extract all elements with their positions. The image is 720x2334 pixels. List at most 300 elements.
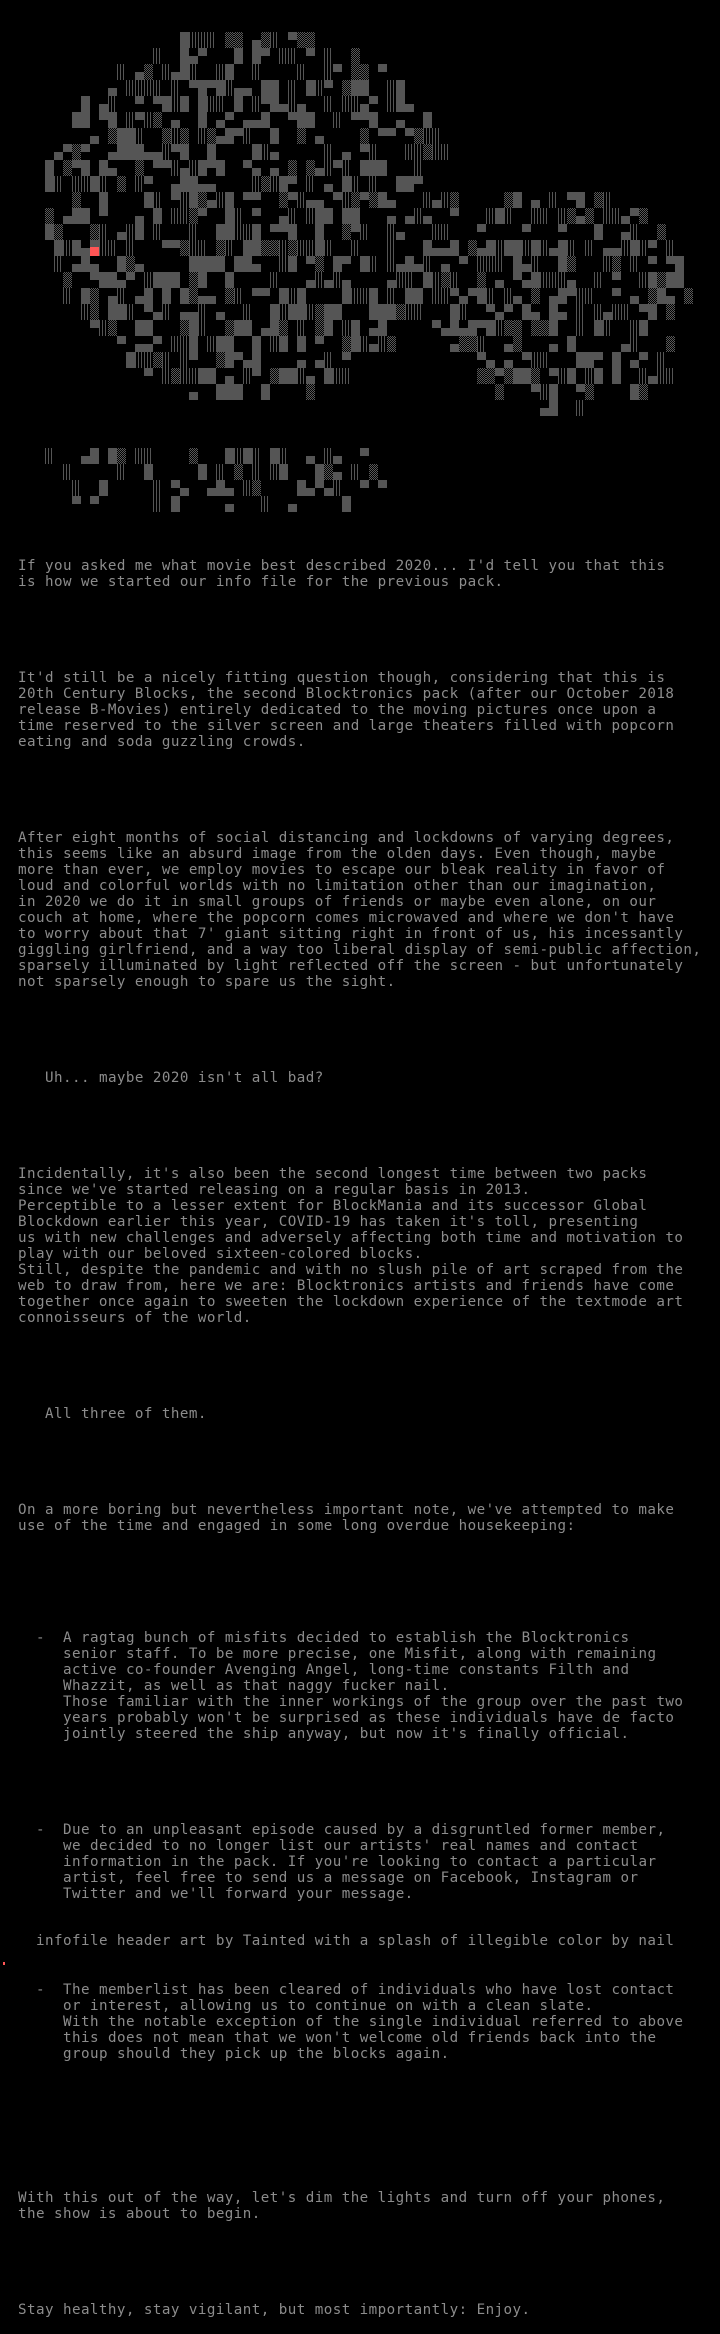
text-line: Incidentally, it's also been the second longest time between two packs [18, 1166, 648, 1182]
art-block [90, 272, 99, 288]
art-block [225, 448, 234, 464]
art-block [225, 128, 234, 144]
art-block [243, 480, 252, 496]
art-block [477, 352, 486, 368]
art-block [144, 176, 153, 192]
art-block [117, 224, 126, 240]
art-block [324, 448, 333, 464]
art-block [135, 160, 144, 176]
art-block [423, 112, 432, 128]
art-block [324, 144, 333, 160]
art-block [261, 496, 270, 512]
art-block [531, 320, 540, 336]
text-line: information in the pack. If you're looking to contact a particular [63, 1854, 657, 1870]
art-block [576, 400, 585, 416]
art-block [558, 208, 567, 224]
text-line: It'd still be a nicely fitting question though, considering that this is [18, 670, 666, 686]
art-block [90, 288, 99, 304]
art-block [108, 160, 117, 176]
art-block [549, 320, 558, 336]
art-block [306, 272, 315, 288]
art-block [189, 176, 198, 192]
art-block [234, 80, 243, 96]
art-block [342, 352, 351, 368]
art-block [225, 320, 234, 336]
art-block [360, 64, 369, 80]
text-line: eating and soda guzzling crowds. [18, 734, 306, 750]
art-block [594, 352, 603, 368]
art-block [252, 288, 261, 304]
art-block [612, 368, 621, 384]
art-block [522, 224, 531, 240]
art-block [270, 32, 279, 48]
list-item-text [63, 1630, 683, 1742]
art-block [396, 112, 405, 128]
art-block [486, 240, 495, 256]
art-block [441, 272, 450, 288]
art-block [315, 320, 324, 336]
art-block [153, 144, 162, 160]
art-block [324, 480, 333, 496]
art-block [270, 80, 279, 96]
art-block [126, 80, 135, 96]
art-block [162, 160, 171, 176]
art-block [243, 304, 252, 320]
art-block [513, 272, 522, 288]
art-block [468, 240, 477, 256]
art-block [666, 368, 675, 384]
art-block [315, 240, 324, 256]
art-block [405, 144, 414, 160]
art-block [630, 384, 639, 400]
art-block [648, 240, 657, 256]
art-block [72, 192, 81, 208]
art-block [486, 288, 495, 304]
art-block [81, 208, 90, 224]
art-block [324, 160, 333, 176]
art-block [99, 320, 108, 336]
art-block [324, 80, 333, 96]
art-block [243, 240, 252, 256]
art-block [324, 176, 333, 192]
art-block [162, 96, 171, 112]
art-block [126, 112, 135, 128]
art-block [351, 464, 360, 480]
art-block [144, 192, 153, 208]
art-block [423, 192, 432, 208]
art-block [477, 320, 486, 336]
art-block [333, 464, 342, 480]
art-block [585, 384, 594, 400]
art-block [153, 48, 162, 64]
art-block [360, 288, 369, 304]
art-block [270, 176, 279, 192]
art-block [297, 352, 306, 368]
art-block [630, 208, 639, 224]
art-block [243, 80, 252, 96]
art-block [162, 272, 171, 288]
art-block [180, 160, 189, 176]
art-block [351, 192, 360, 208]
art-block [387, 192, 396, 208]
art-block [369, 176, 378, 192]
art-block [567, 272, 576, 288]
art-block [333, 368, 342, 384]
art-block [135, 144, 144, 160]
art-block [189, 384, 198, 400]
art-block [549, 288, 558, 304]
art-block [234, 320, 243, 336]
art-block [180, 144, 189, 160]
art-block [72, 176, 81, 192]
art-block [369, 96, 378, 112]
art-block [396, 304, 405, 320]
art-block [342, 272, 351, 288]
art-block [117, 128, 126, 144]
art-block [270, 224, 279, 240]
art-block [81, 288, 90, 304]
art-block [144, 448, 153, 464]
text-line: web to draw from, here we are: Blocktronics artists and friends have come [18, 1278, 675, 1294]
art-block [135, 208, 144, 224]
text-line: this seems like an absurd image from the olden days. Even though, maybe [18, 846, 657, 862]
text-line: A ragtag bunch of misfits decided to establish the Blocktronics [63, 1630, 630, 1646]
paragraph-intro [18, 558, 718, 590]
art-block [126, 128, 135, 144]
text-line: Still, despite the pandemic and with no slush pile of art scraped from the [18, 1262, 684, 1278]
art-block [621, 336, 630, 352]
art-block [171, 480, 180, 496]
art-block [72, 160, 81, 176]
art-block [648, 256, 657, 272]
art-block [189, 368, 198, 384]
art-block [333, 480, 342, 496]
text-line: giggling girlfriend, and a way too liberal display of semi-public affection, [18, 942, 702, 958]
art-block [351, 288, 360, 304]
art-block [288, 32, 297, 48]
list-item-text [63, 1982, 683, 2062]
art-block [315, 480, 324, 496]
art-block [405, 272, 414, 288]
art-block [198, 112, 207, 128]
art-block [396, 96, 405, 112]
art-block [198, 272, 207, 288]
art-block [171, 144, 180, 160]
art-block [279, 208, 288, 224]
art-block [351, 112, 360, 128]
art-block [81, 96, 90, 112]
text-line: Whazzit, as well as that naggy fucker nail. [63, 1678, 450, 1694]
art-block [108, 320, 117, 336]
art-block [486, 368, 495, 384]
art-block [306, 176, 315, 192]
art-block [171, 208, 180, 224]
art-block [225, 240, 234, 256]
art-block [351, 320, 360, 336]
art-block [351, 80, 360, 96]
art-block [333, 448, 342, 464]
art-block [207, 128, 216, 144]
art-block [135, 352, 144, 368]
art-block [558, 256, 567, 272]
art-block [324, 352, 333, 368]
art-block [612, 288, 621, 304]
art-block [306, 240, 315, 256]
paragraph-show-begins [18, 2190, 718, 2222]
art-block [198, 256, 207, 272]
art-block [441, 320, 450, 336]
art-block [558, 288, 567, 304]
art-block [612, 352, 621, 368]
art-block [594, 192, 603, 208]
art-block [135, 448, 144, 464]
text-line: not sparsely enough to spare us the sight. [18, 974, 396, 990]
art-block [216, 384, 225, 400]
art-block [117, 144, 126, 160]
art-block [180, 240, 189, 256]
art-block [234, 224, 243, 240]
text-line: couch at home, where the popcorn comes microwaved and where we don't have [18, 910, 675, 926]
art-block [387, 240, 396, 256]
art-block [369, 144, 378, 160]
art-block [387, 80, 396, 96]
art-block [45, 448, 54, 464]
art-block [198, 192, 207, 208]
art-block [423, 240, 432, 256]
art-block [522, 256, 531, 272]
art-block [522, 368, 531, 384]
art-block [189, 48, 198, 64]
art-block [135, 256, 144, 272]
art-block [657, 224, 666, 240]
art-block [270, 448, 279, 464]
art-block [189, 224, 198, 240]
art-block [585, 352, 594, 368]
art-block [504, 208, 513, 224]
art-block [90, 224, 99, 240]
art-block [189, 304, 198, 320]
art-block [342, 288, 351, 304]
art-block [180, 64, 189, 80]
art-block [306, 208, 315, 224]
art-block [288, 496, 297, 512]
art-block [657, 368, 666, 384]
art-block [153, 80, 162, 96]
art-block [162, 288, 171, 304]
art-block [540, 208, 549, 224]
art-block [342, 80, 351, 96]
art-block [432, 192, 441, 208]
art-block [315, 352, 324, 368]
art-block [180, 208, 189, 224]
art-block [270, 160, 279, 176]
art-block [603, 208, 612, 224]
art-block [81, 448, 90, 464]
art-block [432, 240, 441, 256]
art-block [585, 208, 594, 224]
art-block [90, 128, 99, 144]
art-block [81, 176, 90, 192]
art-block [414, 160, 423, 176]
art-block [387, 96, 396, 112]
art-block [144, 368, 153, 384]
art-block [288, 208, 297, 224]
art-block [459, 256, 468, 272]
art-block [117, 288, 126, 304]
text-line: to worry about that 7' giant sitting right in front of us, his incessantly [18, 926, 684, 942]
art-block [198, 464, 207, 480]
art-block [135, 128, 144, 144]
art-block [261, 240, 270, 256]
art-block [432, 224, 441, 240]
art-block [531, 368, 540, 384]
art-block [414, 304, 423, 320]
art-block [216, 336, 225, 352]
art-block [171, 112, 180, 128]
art-block [54, 240, 63, 256]
art-block [522, 304, 531, 320]
art-block [81, 160, 90, 176]
art-block [378, 320, 387, 336]
art-block [108, 448, 117, 464]
art-block [81, 304, 90, 320]
art-block [144, 288, 153, 304]
art-block [603, 304, 612, 320]
art-block [216, 480, 225, 496]
text-line: since we've started releasing on a regular basis in 2013. [18, 1182, 531, 1198]
art-block [243, 160, 252, 176]
art-block [99, 176, 108, 192]
art-block [180, 352, 189, 368]
art-block [630, 256, 639, 272]
art-block [225, 208, 234, 224]
art-block [270, 304, 279, 320]
art-block [252, 112, 261, 128]
art-block [585, 240, 594, 256]
art-block [270, 272, 279, 288]
art-block [531, 352, 540, 368]
art-block [279, 96, 288, 112]
art-block [459, 320, 468, 336]
art-block [252, 192, 261, 208]
paragraph-covid [18, 1166, 718, 1326]
art-block [513, 320, 522, 336]
art-block [297, 336, 306, 352]
text-line: use of the time and engaged in some long overdue housekeeping: [18, 1518, 576, 1534]
art-block [279, 192, 288, 208]
art-block [405, 256, 414, 272]
art-block [189, 352, 198, 368]
art-block [135, 176, 144, 192]
art-block [657, 272, 666, 288]
art-block [207, 336, 216, 352]
art-block [144, 112, 153, 128]
art-block [180, 368, 189, 384]
art-block [261, 48, 270, 64]
art-block [666, 304, 675, 320]
art-block [360, 192, 369, 208]
art-block [540, 400, 549, 416]
art-block [315, 128, 324, 144]
text-line: play with our beloved sixteen-colored blocks. [18, 1246, 423, 1262]
art-block [297, 96, 306, 112]
art-block [297, 304, 306, 320]
art-block [144, 272, 153, 288]
art-block [594, 272, 603, 288]
art-block [351, 96, 360, 112]
art-block [342, 320, 351, 336]
art-block [261, 80, 270, 96]
art-block [117, 336, 126, 352]
art-block [252, 64, 261, 80]
art-block [612, 256, 621, 272]
art-block [378, 192, 387, 208]
art-block [252, 448, 261, 464]
art-block [612, 304, 621, 320]
art-block [513, 192, 522, 208]
art-block [549, 368, 558, 384]
art-block [288, 96, 297, 112]
art-block [171, 240, 180, 256]
art-block [144, 336, 153, 352]
art-block [603, 192, 612, 208]
art-block [522, 352, 531, 368]
art-block [342, 496, 351, 512]
art-block [279, 48, 288, 64]
art-block [288, 224, 297, 240]
art-block [162, 368, 171, 384]
art-block [162, 352, 171, 368]
art-block [189, 272, 198, 288]
art-block [306, 112, 315, 128]
art-block [153, 96, 162, 112]
art-block [558, 224, 567, 240]
art-block [216, 160, 225, 176]
art-block [585, 288, 594, 304]
art-block [531, 208, 540, 224]
art-block [270, 464, 279, 480]
art-block [108, 112, 117, 128]
art-block [234, 32, 243, 48]
art-block [306, 384, 315, 400]
art-block [198, 368, 207, 384]
art-block [369, 320, 378, 336]
art-block [216, 256, 225, 272]
art-block [144, 144, 153, 160]
art-block [108, 288, 117, 304]
art-block [198, 176, 207, 192]
art-block [423, 208, 432, 224]
art-block [216, 64, 225, 80]
art-block [252, 32, 261, 48]
text-line: active co-founder Avenging Angel, long-time constants Filth and [63, 1662, 630, 1678]
art-block [297, 64, 306, 80]
art-block [567, 256, 576, 272]
art-block [297, 32, 306, 48]
art-block [387, 272, 396, 288]
art-block [414, 256, 423, 272]
art-block [144, 464, 153, 480]
art-block [108, 272, 117, 288]
art-block [333, 160, 342, 176]
art-block [342, 256, 351, 272]
art-block [657, 352, 666, 368]
art-block [153, 224, 162, 240]
art-block [594, 320, 603, 336]
art-block [207, 176, 216, 192]
art-block [315, 256, 324, 272]
art-block [153, 112, 162, 128]
